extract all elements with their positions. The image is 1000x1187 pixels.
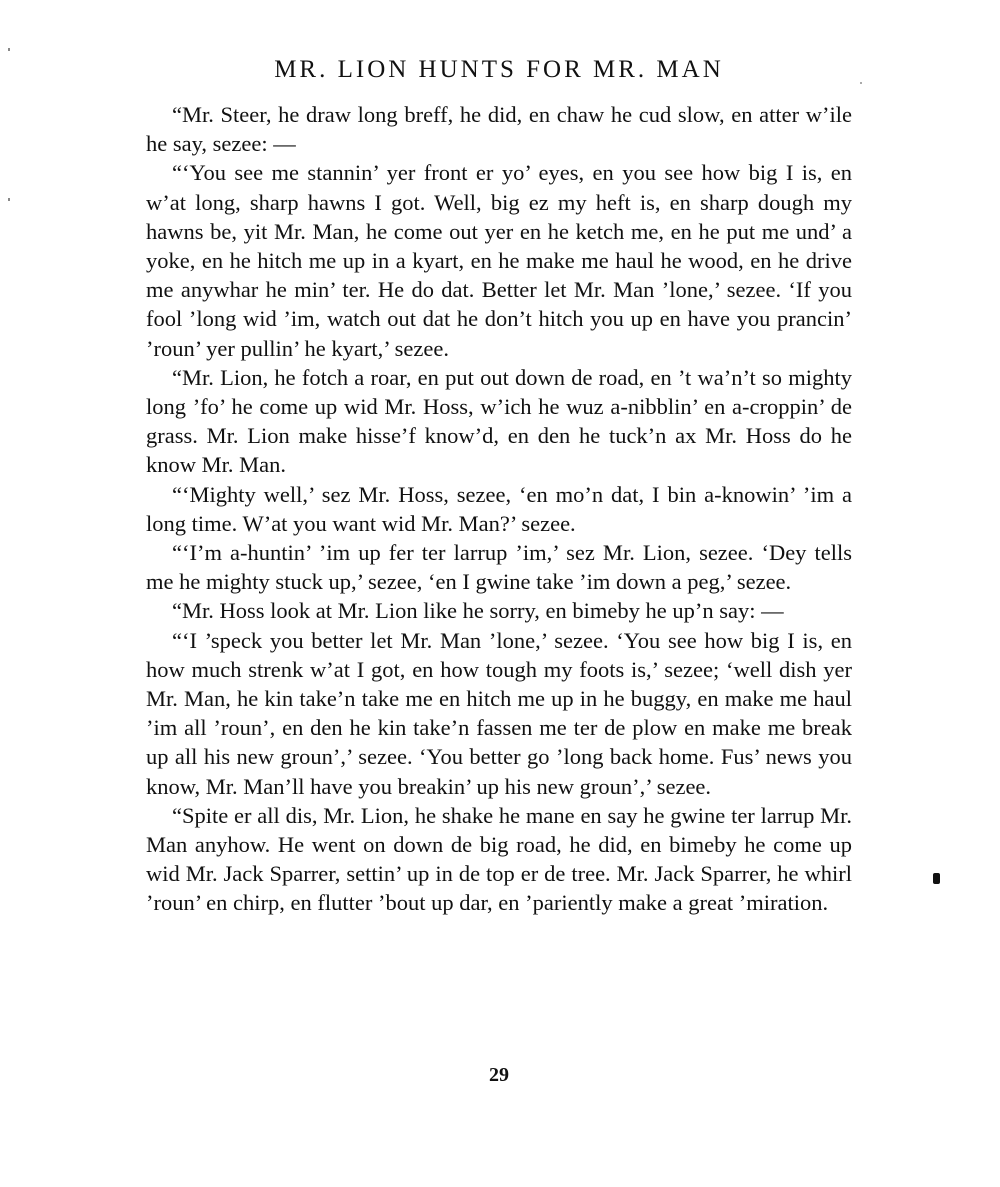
body-text bbox=[146, 100, 852, 918]
paragraph: “Mr. Lion, he fotch a roar, en put out down de road, en ’t wa’n’t so mighty long ’fo’ he come up wid Mr. Hoss, w’ich he wuz a-nibblin’ en a-croppin’ de grass. Mr. Lion make hisse’f know’d, en den he tuck’n ax Mr. Hoss do he know Mr. Man. bbox=[146, 364, 852, 478]
paragraph: “Mr. Steer, he draw long breff, he did, en chaw he cud slow, en atter w’ile he say, sezee: — bbox=[146, 102, 852, 157]
scan-speck-mark bbox=[860, 82, 862, 84]
scan-speck-mark bbox=[8, 198, 10, 201]
paragraph: “‘You see me stannin’ yer front er yo’ eyes, en you see how big I is, en w’at long, sharp hawns I got. Well, big ez my heft is, en sharp dough my hawns be, yit Mr. Man, he come out yer en he ketch me, en he put me und’ a yoke, en he hitch me up in a kyart, en he make me haul he wood, en he drive me anywhar he min’ ter. He do dat. Better let Mr. Man ’lone,’ sezee. ‘If you fool ’long wid ’im, watch out dat he don’t hitch you up en have you prancin’ ’roun’ yer pullin’ he kyart,’ sezee. bbox=[146, 160, 852, 361]
paragraph: “‘I ’speck you better let Mr. Man ’lone,’ sezee. ‘You see how big I is, en how much strenk w’at I got, en how tough my foots is,’ sezee; ‘well dish yer Mr. Man, he kin take’n take me en hitch me up in he buggy, en make me haul ’im all ’roun’, en den he kin take’n fassen me ter de plow en make me break up all his new groun’,’ sezee. ‘You better go ’long back home. Fus’ news you know, Mr. Man’ll have you breakin’ up his new groun’,’ sezee. bbox=[146, 627, 852, 799]
paragraph: “Spite er all dis, Mr. Lion, he shake he mane en say he gwine ter larrup Mr. Man anyhow. He went on down de big road, he did, en bimeby he come up wid Mr. Jack Sparrer, settin’ up in de top er de tree. Mr. Jack Sparrer, he whirl ’roun’ en chirp, en flutter ’bout up dar, en ’pariently make a great ’miration. bbox=[146, 802, 852, 916]
running-head: MR. LION HUNTS FOR MR. MAN bbox=[274, 56, 724, 83]
paragraph: “Mr. Hoss look at Mr. Lion like he sorry, en bimeby he up’n say: — bbox=[172, 598, 784, 624]
paragraph: “‘I’m a-huntin’ ’im up fer ter larrup ’im,’ sez Mr. Lion, sezee. ‘Dey tells me he mighty stuck up,’ sezee, ‘en I gwine take ’im down a peg,’ sezee. bbox=[146, 540, 852, 595]
page-number: 29 bbox=[489, 1064, 509, 1086]
ink-speck-mark bbox=[933, 873, 940, 884]
scan-speck-mark bbox=[8, 48, 10, 51]
paragraph: “‘Mighty well,’ sez Mr. Hoss, sezee, ‘en mo’n dat, I bin a-knowin’ ’im a long time. W’at you want wid Mr. Man?’ sezee. bbox=[146, 481, 852, 536]
